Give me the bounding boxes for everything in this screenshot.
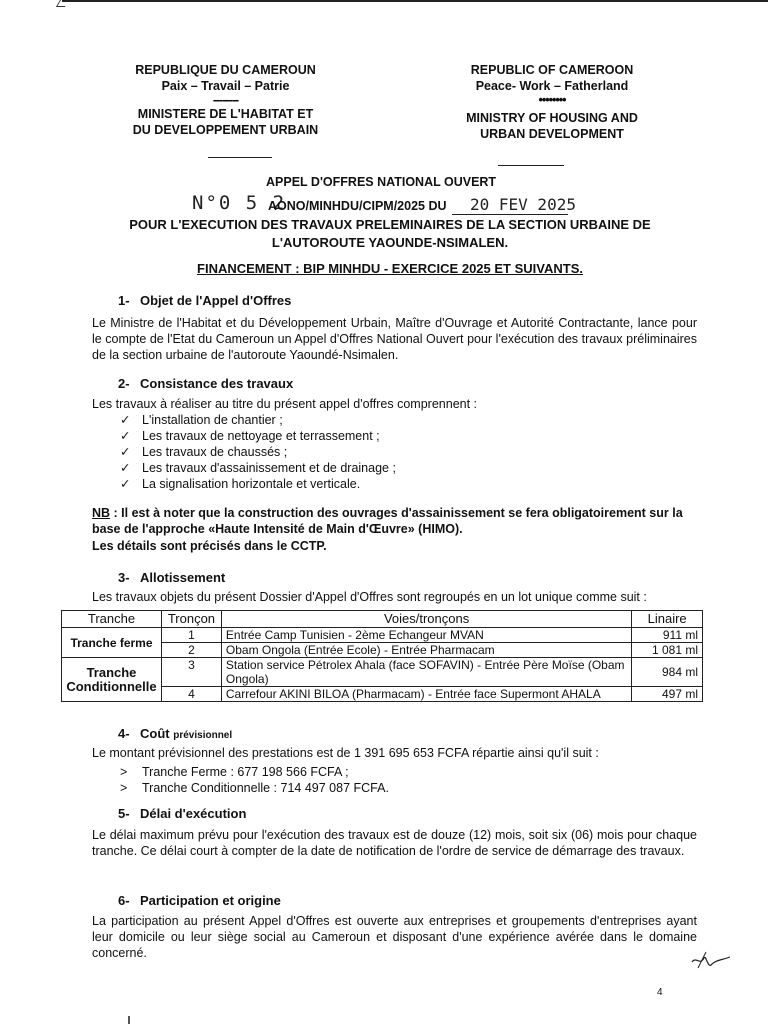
- allotment-table: [61, 610, 703, 702]
- troncon-cell: 1: [161, 628, 221, 643]
- page-number: 4: [657, 987, 663, 998]
- header-left-rule: [208, 157, 272, 158]
- section-title: Coût: [140, 726, 170, 741]
- list-item-text: Tranche Ferme : 677 198 566 FCFA ;: [142, 765, 349, 779]
- section-number: 6-: [118, 893, 130, 908]
- section-number: 2-: [118, 376, 130, 391]
- list-item-text: L'installation de chantier ;: [142, 413, 283, 427]
- check-mark-icon: ✓: [120, 461, 131, 475]
- column-header: Tranche: [62, 611, 162, 628]
- check-mark-icon: ✓: [120, 477, 131, 491]
- section-5-body: Le délai maximum prévu pour l'exécution des travaux est de douze (12) mois, soit six (06) mois pour chaque tranche. Ce délai court à compter de la date de notification de l'ordre de service de démarrage des travaux.: [92, 828, 697, 858]
- check-mark-icon: ✓: [120, 413, 131, 427]
- ministry-en-line1: MINISTRY OF HOUSING AND: [466, 111, 638, 125]
- header-right: [452, 62, 652, 142]
- header-separator: --------: [212, 93, 239, 107]
- arrow-head-icon: >: [120, 765, 128, 779]
- table-header-row: [62, 611, 703, 628]
- section-number: 4-: [118, 726, 130, 741]
- scan-top-border: [62, 0, 768, 2]
- country-fr: REPUBLIQUE DU CAMEROUN: [135, 63, 316, 77]
- nb-note: [92, 505, 697, 537]
- table-row: [62, 628, 703, 643]
- troncon-cell: 3: [161, 658, 221, 687]
- list-item: [120, 780, 389, 796]
- section-title-suffix: prévisionnel: [173, 730, 233, 741]
- handwritten-initials: [688, 948, 732, 972]
- list-item: [120, 428, 396, 444]
- ministry-fr-line2: DU DEVELOPPEMENT URBAIN: [132, 123, 319, 137]
- section-number: 5-: [118, 806, 130, 821]
- list-item-text: Les travaux de nettoyage et terrassement ;: [142, 429, 380, 443]
- list-item: [120, 412, 396, 428]
- voie-cell: Station service Pétrolex Ahala (face SOFAVIN) - Entrée Père Moïse (Obam Ongola): [221, 658, 631, 687]
- section-4-intro: Le montant prévisionnel des prestations est de 1 391 695 653 FCFA répartie ainsi qu'il suit :: [92, 746, 599, 760]
- handwritten-tender-number: N°0 5 2: [192, 192, 287, 214]
- handwritten-date: 20 FEV 2025: [470, 195, 576, 214]
- section-2-heading: [118, 376, 293, 391]
- troncon-cell: 4: [161, 687, 221, 702]
- tender-reference: AONO/MINHDU/CIPM/2025 DU: [268, 199, 447, 213]
- column-header: Voies/tronçons: [221, 611, 631, 628]
- section-6-heading: [118, 893, 281, 908]
- arrow-head-icon: >: [120, 781, 128, 795]
- list-item: [120, 444, 396, 460]
- section-2-intro: Les travaux à réaliser au titre du présent appel d'offres comprennent :: [92, 397, 478, 411]
- section-title: Participation et origine: [140, 893, 281, 908]
- section-number: 3-: [118, 570, 130, 585]
- list-item-text: Les travaux d'assainissement et de drainage ;: [142, 461, 396, 475]
- financing-line: [100, 261, 680, 276]
- list-item: [120, 460, 396, 476]
- header-left: [118, 62, 333, 138]
- section-5-heading: [118, 806, 246, 821]
- section-6-body: La participation au présent Appel d'Offres est ouverte aux entreprises et groupements d'entreprises ayant leur domicile ou leur siège social au Cameroun et disposant d'une expérience avérée dans le domaine concerné.: [92, 914, 697, 960]
- table-row: [62, 658, 703, 687]
- list-item-text: La signalisation horizontale et verticale.: [142, 477, 361, 491]
- tender-title: POUR L'EXECUTION DES TRAVAUX PRELEMINAIRES DE LA SECTION URBAINE DE L'AUTOROUTE YAOUNDE-NSIMALEN.: [129, 217, 651, 250]
- works-list: [120, 412, 396, 492]
- lineaire-cell: 911 ml: [632, 628, 703, 643]
- section-4-heading: [118, 726, 232, 741]
- ministry-en-line2: URBAN DEVELOPMENT: [480, 127, 624, 141]
- financing-text: FINANCEMENT : BIP MINHDU - EXERCICE 2025 ET SUIVANTS.: [197, 261, 583, 276]
- header-right-rule: [498, 165, 564, 166]
- nb-text: : Il est à noter que la construction des ouvrages d'assainissement se fera obligatoirement sur la base de l'approche «Haute Intensité de Main d'Œuvre» (HIMO).: [92, 506, 683, 536]
- section-title: Objet de l'Appel d'Offres: [140, 293, 292, 308]
- tender-type: APPEL D'OFFRES NATIONAL OUVERT: [266, 175, 497, 189]
- voie-cell: Entrée Camp Tunisien - 2ème Echangeur MVAN: [221, 628, 631, 643]
- country-en: REPUBLIC OF CAMEROON: [470, 63, 634, 77]
- cctp-note: Les détails sont précisés dans le CCTP.: [92, 539, 327, 553]
- troncon-cell: 2: [161, 643, 221, 658]
- section-1-body: Le Ministre de l'Habitat et du Développement Urbain, Maître d'Ouvrage et Autorité Contractante, lance pour le compte de l'Etat du Cameroun un Appel d'Offres National Ouvert pour l'exécution des travaux préliminaires de la section urbaine de l'autoroute Yaoundé-Nsimalen.: [92, 316, 697, 362]
- section-1-heading: [118, 293, 291, 308]
- lineaire-cell: 984 ml: [632, 658, 703, 687]
- section-title: Allotissement: [140, 570, 226, 585]
- check-mark-icon: ✓: [120, 445, 131, 459]
- date-underline: [452, 214, 568, 215]
- list-item-text: Tranche Conditionnelle : 714 497 087 FCFA.: [142, 781, 389, 795]
- header-separator: ••••••••: [538, 93, 566, 107]
- column-header: Tronçon: [161, 611, 221, 628]
- check-mark-icon: ✓: [120, 429, 131, 443]
- scan-mark: [128, 1016, 130, 1024]
- nb-label: NB: [92, 506, 111, 520]
- list-item-text: Les travaux de chaussés ;: [142, 445, 288, 459]
- tranche-ferme-cell: Tranche ferme: [62, 628, 162, 658]
- voie-cell: Carrefour AKINI BILOA (Pharmacam) - Entrée face Supermont AHALA: [221, 687, 631, 702]
- motto-fr: Paix – Travail – Patrie: [161, 79, 290, 93]
- scan-corner-mark: [56, 0, 69, 7]
- section-number: 1-: [118, 293, 130, 308]
- cost-list: [120, 764, 389, 796]
- section-3-heading: [118, 570, 225, 585]
- section-title: Délai d'exécution: [140, 806, 247, 821]
- ministry-fr-line1: MINISTERE DE L'HABITAT ET: [137, 107, 314, 121]
- motto-en: Peace- Work – Fatherland: [475, 79, 629, 93]
- list-item: [120, 764, 389, 780]
- lineaire-cell: 497 ml: [632, 687, 703, 702]
- lineaire-cell: 1 081 ml: [632, 643, 703, 658]
- column-header: Linaire: [632, 611, 703, 628]
- voie-cell: Obam Ongola (Entrée Ecole) - Entrée Pharmacam: [221, 643, 631, 658]
- list-item: [120, 476, 396, 492]
- section-title: Consistance des travaux: [140, 376, 294, 391]
- section-3-intro: Les travaux objets du présent Dossier d'Appel d'Offres sont regroupés en un lot unique comme suit :: [92, 590, 647, 604]
- tranche-conditionnelle-cell: Tranche Conditionnelle: [62, 658, 162, 702]
